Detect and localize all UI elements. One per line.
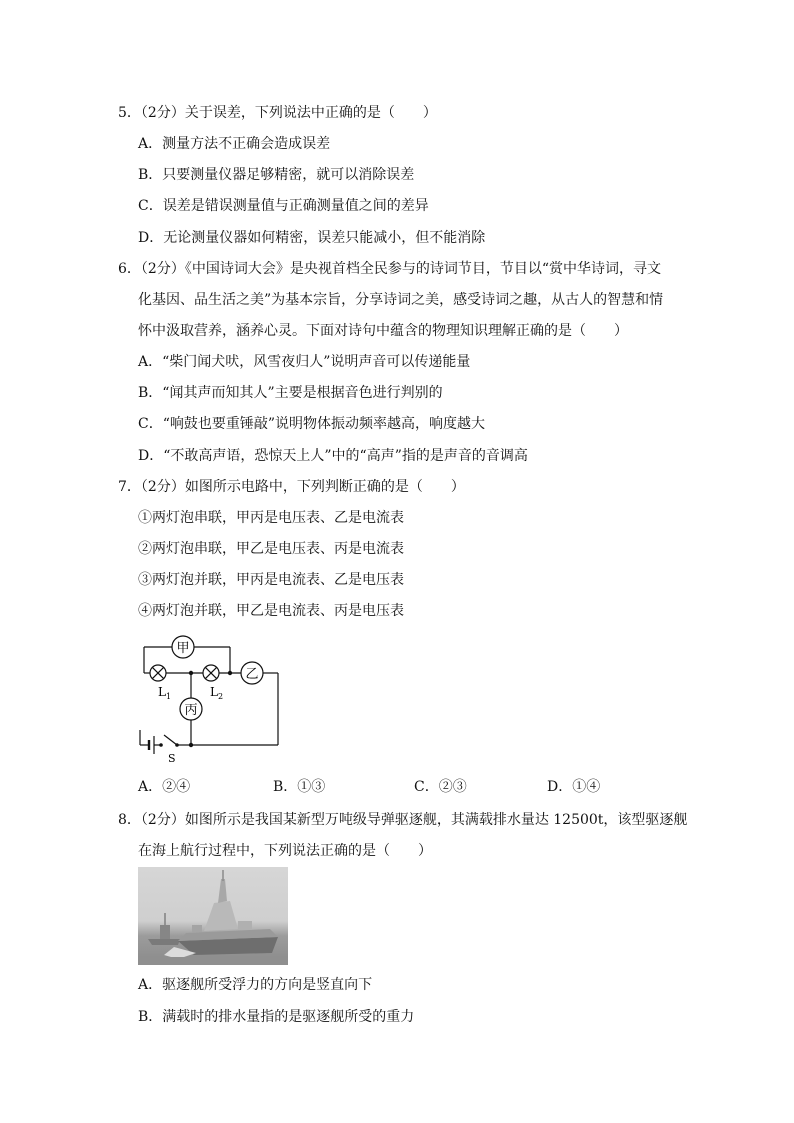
lamp-l1-label: $L_1$: [158, 685, 172, 701]
q6-option-a: A．“柴门闻犬吠，风雪夜归人”说明声音可以传递能量: [138, 354, 471, 370]
q5-option-b: B．只要测量仪器足够精密，就可以消除误差: [138, 167, 415, 183]
q7-statement-1: ①两灯泡串联，甲丙是电压表、乙是电流表: [138, 510, 404, 526]
q8-stem-line-1: 8．（2分）如图所示是我国某新型万吨级导弹驱逐舰，其满载排水量达 12500t，该型驱逐舰: [118, 812, 688, 828]
q7-statement-4: ④两灯泡并联，甲乙是电流表、丙是电压表: [138, 603, 404, 619]
q8-option-a: A．驱逐舰所受浮力的方向是竖直向下: [138, 977, 373, 993]
q5-option-d: D．无论测量仪器如何精密，误差只能减小，但不能消除: [138, 230, 486, 246]
q7-option-b: B．①③: [273, 779, 326, 795]
q6-option-b: B．“闻其声而知其人”主要是根据音色进行判别的: [138, 385, 443, 401]
lamp-l2-label: $L_2$: [210, 685, 224, 701]
switch-label: S: [168, 752, 176, 765]
q6-option-d: D．“不敢高声语，恐惊天上人”中的“高声”指的是声音的音调高: [138, 448, 528, 464]
q7-statement-3: ③两灯泡并联，甲丙是电流表、乙是电压表: [138, 572, 404, 588]
circuit-diagram: [130, 630, 290, 765]
q6-stem-line-1: 6．（2分）《中国诗词大会》是央视首档全民参与的诗词节目，节目以“赏中华诗词，寻文: [118, 261, 661, 277]
q8-stem-line-2: 在海上航行过程中，下列说法正确的是（ ）: [138, 843, 432, 859]
meter-yi-label: 乙: [245, 667, 259, 682]
q7-statement-2: ②两灯泡串联，甲乙是电压表、丙是电流表: [138, 541, 404, 557]
q7-option-a: A．②④: [138, 779, 191, 795]
q7-options: [138, 777, 638, 797]
q8-option-b: B．满载时的排水量指的是驱逐舰所受的重力: [138, 1009, 415, 1025]
q6-option-c: C．“响鼓也要重锤敲”说明物体振动频率越高，响度越大: [138, 416, 486, 432]
q7-option-d: D．①④: [547, 779, 601, 795]
q6-stem-line-3: 怀中汲取营养，涵养心灵。下面对诗句中蕴含的物理知识理解正确的是（ ）: [138, 323, 628, 339]
meter-jia-label: 甲: [176, 641, 190, 656]
q5-option-c: C．误差是错误测量值与正确测量值之间的差异: [138, 198, 429, 214]
q6-stem-line-2: 化基因、品生活之美”为基本宗旨，分享诗词之美，感受诗词之趣，从古人的智慧和情: [138, 292, 664, 308]
q7-option-c: C．②③: [414, 779, 467, 795]
q5-stem: 5．（2分）关于误差，下列说法中正确的是（ ）: [118, 105, 437, 121]
meter-bing-label: 丙: [184, 703, 198, 718]
q5-option-a: A．测量方法不正确会造成误差: [138, 136, 331, 152]
q7-stem: 7．（2分）如图所示电路中，下列判断正确的是（ ）: [118, 479, 465, 495]
destroyer-photo: [138, 867, 288, 965]
